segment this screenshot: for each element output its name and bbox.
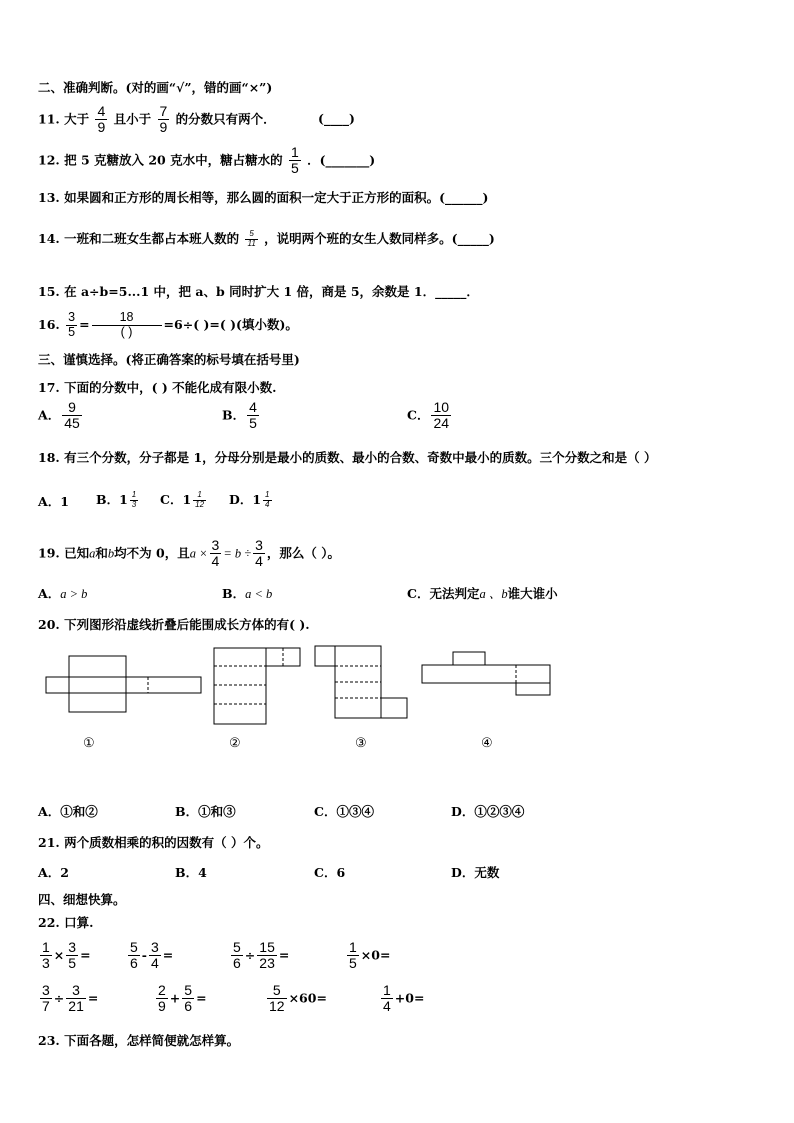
fraction: $\frac{5}{11}$ (247, 229, 256, 248)
option-b[interactable]: B．1 $\frac{1}{3}$ (96, 490, 137, 509)
section-3-title: 三、谨慎选择。(将正确答案的标号填在括号里) (38, 352, 300, 367)
q-number: 16. (38, 316, 60, 332)
option-c[interactable]: C．无法判定a 、b谁大谁小 (407, 586, 558, 601)
q-number: 22. (38, 915, 60, 930)
net-figure-2 (213, 647, 305, 727)
option-b[interactable]: B．①和③ (175, 804, 236, 819)
figure-label-1: ① (83, 736, 95, 751)
option-a[interactable]: A． $\frac{9}{45}$ (38, 399, 80, 432)
fraction: $\frac{7}{9}$ (159, 103, 168, 136)
calc-7: $\frac{5}{12}$ ×60= (269, 982, 327, 1015)
q-number: 14. (38, 231, 60, 246)
question-14: 14. 一班和二班女生都占本班人数的 $\frac{5}{11}$ ，说明两个班的女生人数同样多。(_____) (38, 229, 495, 248)
q-number: 12. (38, 152, 60, 168)
q-number: 17. (38, 380, 60, 395)
net-figure-3 (314, 645, 410, 721)
figure-label-3: ③ (355, 736, 367, 751)
question-23: 23. 下面各题，怎样简便就怎样算。 (38, 1033, 240, 1048)
calc-8: $\frac{1}{4}$ +0= (383, 982, 425, 1015)
question-12: 12. 把 5 克糖放入 20 克水中，糖占糖水的 $\frac{1}{5}$ ．(_______) (38, 144, 376, 177)
calc-3: $\frac{5}{6}$ ÷ $\frac{15}{23}$ = (233, 939, 290, 972)
option-b[interactable]: B．a < b (222, 586, 273, 601)
fraction: $\frac{3}{5}$ (68, 310, 76, 339)
q-number: 20. (38, 617, 60, 632)
section-2-title: 二、准确判断。(对的画“√”，错的画“×”) (38, 80, 273, 95)
question-18: 18. 有三个分数，分子都是 1，分母分别是最小的质数、最小的合数、奇数中最小的质数。三个分数之和是（ ） (38, 450, 657, 465)
option-a[interactable]: A．①和② (38, 804, 98, 819)
answer-blank[interactable]: ．(_______) (307, 152, 376, 168)
calc-5: $\frac{3}{7}$ ÷ $\frac{3}{21}$ = (42, 982, 99, 1015)
option-b[interactable]: B．4 (175, 865, 207, 880)
option-c[interactable]: C．6 (314, 865, 346, 880)
option-c[interactable]: C． $\frac{10}{24}$ (407, 399, 450, 432)
fraction: $\frac{4}{9}$ (97, 103, 106, 136)
option-d[interactable]: D．无数 (451, 865, 500, 880)
calc-2: $\frac{5}{6}$ - $\frac{3}{4}$ = (130, 939, 174, 972)
calc-4: $\frac{1}{5}$ ×0= (349, 939, 391, 972)
q-number: 13. (38, 190, 60, 205)
question-19: 19. 已知a和b均不为 0，且a × $\frac{3}{4}$ = b ÷ $\frac{3}{4}$ ，那么（ ）。 (38, 537, 341, 570)
fraction: 18 ( ) (92, 311, 162, 340)
question-15: 15. 在 a÷b=5...1 中，把 a、b 同时扩大 1 倍，商是 5，余数是 1．_____． (38, 284, 479, 299)
option-c[interactable]: C．1 $\frac{1}{12}$ (160, 490, 205, 509)
question-13: 13. 如果圆和正方形的周长相等，那么圆的面积一定大于正方形的面积。(______) (38, 190, 489, 205)
net-figure-4 (421, 651, 553, 697)
question-22: 22. 口算. (38, 915, 94, 930)
q-number: 21. (38, 835, 60, 850)
calc-6: $\frac{2}{9}$ + $\frac{5}{6}$ = (158, 982, 207, 1015)
question-17: 17. 下面的分数中，( ) 不能化成有限小数. (38, 380, 277, 395)
answer-blank[interactable]: (____) (318, 111, 355, 127)
option-a[interactable]: A．1 (38, 494, 69, 509)
option-d[interactable]: D．1 $\frac{1}{4}$ (229, 490, 270, 509)
figure-label-2: ② (229, 736, 241, 751)
fraction: $\frac{1}{5}$ (290, 144, 299, 177)
q-number: 15. (38, 284, 60, 299)
q-number: 19. (38, 545, 60, 561)
option-d[interactable]: D．①②③④ (451, 804, 525, 819)
question-11: 11. 大于 $\frac{4}{9}$ 且小于 $\frac{7}{9}$ 的分数只有两个． (____) (38, 103, 355, 136)
q-number: 18. (38, 450, 60, 465)
q-number: 23. (38, 1033, 60, 1048)
question-16: 16. $\frac{3}{5}$ = 18 ( ) =6÷( )=( )(填小数)。 (38, 310, 298, 339)
option-b[interactable]: B． $\frac{4}{5}$ (222, 399, 257, 432)
figure-label-4: ④ (481, 736, 493, 751)
question-21: 21. 两个质数相乘的积的因数有（ ）个。 (38, 835, 269, 850)
q-number: 11. (38, 111, 60, 127)
calc-1: $\frac{1}{3}$ × $\frac{3}{5}$ = (42, 939, 91, 972)
option-a[interactable]: A．2 (38, 865, 69, 880)
section-4-title: 四、细想快算。 (38, 892, 126, 907)
net-figure-1 (45, 655, 205, 715)
option-a[interactable]: A．a > b (38, 586, 88, 601)
option-c[interactable]: C．①③④ (314, 804, 374, 819)
question-20: 20. 下列图形沿虚线折叠后能围成长方体的有( ). (38, 617, 310, 632)
